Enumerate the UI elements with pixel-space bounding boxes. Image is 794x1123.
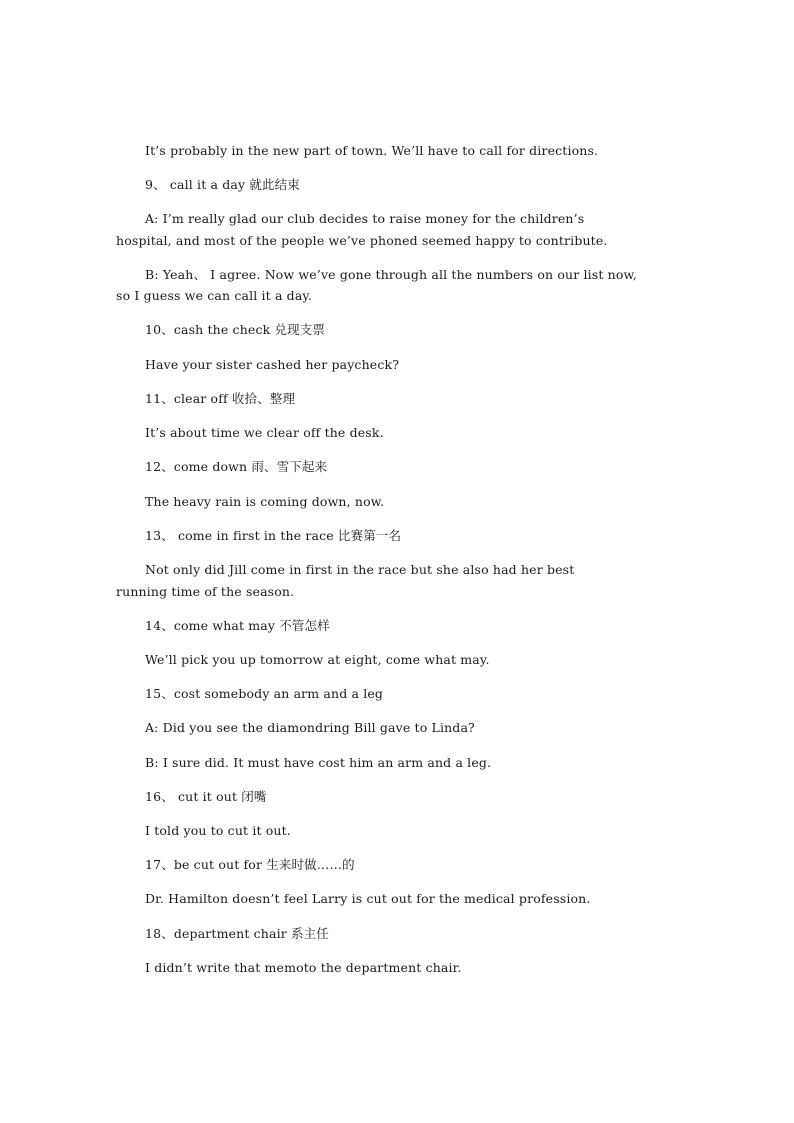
text-line: A: Did you see the diamondring Bill gave to Linda? [145,720,475,735]
entry-heading-13: 13、 come in first in the race 比赛第一名 [145,528,402,543]
text-line: The heavy rain is coming down, now. [145,494,385,509]
text-line: I didn’t write that memoto the department chair. [145,960,462,975]
text-line: Have your sister cashed her paycheck? [145,357,400,372]
text-line: so I guess we can call it a day. [116,288,313,303]
entry-heading-16: 16、 cut it out 闭嘴 [145,789,267,804]
text-line: Dr. Hamilton doesn’t feel Larry is cut out for the medical profession. [145,891,591,906]
text-line: A: I’m really glad our club decides to raise money for the children’s [145,211,585,226]
text-line: running time of the season. [116,584,295,599]
entry-heading-12: 12、come down 雨、雪下起来 [145,459,328,474]
entry-heading-15: 15、cost somebody an arm and a leg [145,686,384,701]
text-line: It’s about time we clear off the desk. [145,425,384,440]
text-line: B: I sure did. It must have cost him an arm and a leg. [145,755,492,770]
entry-heading-17: 17、be cut out for 生来时做……的 [145,857,355,872]
entry-heading-14: 14、come what may 不管怎样 [145,618,330,633]
text-line: We’ll pick you up tomorrow at eight, come what may. [145,652,490,667]
text-line: hospital, and most of the people we’ve phoned seemed happy to contribute. [116,233,608,248]
entry-heading-11: 11、clear off 收拾、整理 [145,391,296,406]
text-line: It’s probably in the new part of town. We’ll have to call for directions. [145,143,599,158]
text-line: I told you to cut it out. [145,823,291,838]
entry-heading-10: 10、cash the check 兑现支票 [145,322,326,337]
text-line: Not only did Jill come in first in the race but she also had her best [145,562,575,577]
entry-heading-9: 9、 call it a day 就此结束 [145,177,300,192]
text-line: B: Yeah、 I agree. Now we’ve gone through all the numbers on our list now, [145,267,638,282]
entry-heading-18: 18、department chair 系主任 [145,926,329,941]
